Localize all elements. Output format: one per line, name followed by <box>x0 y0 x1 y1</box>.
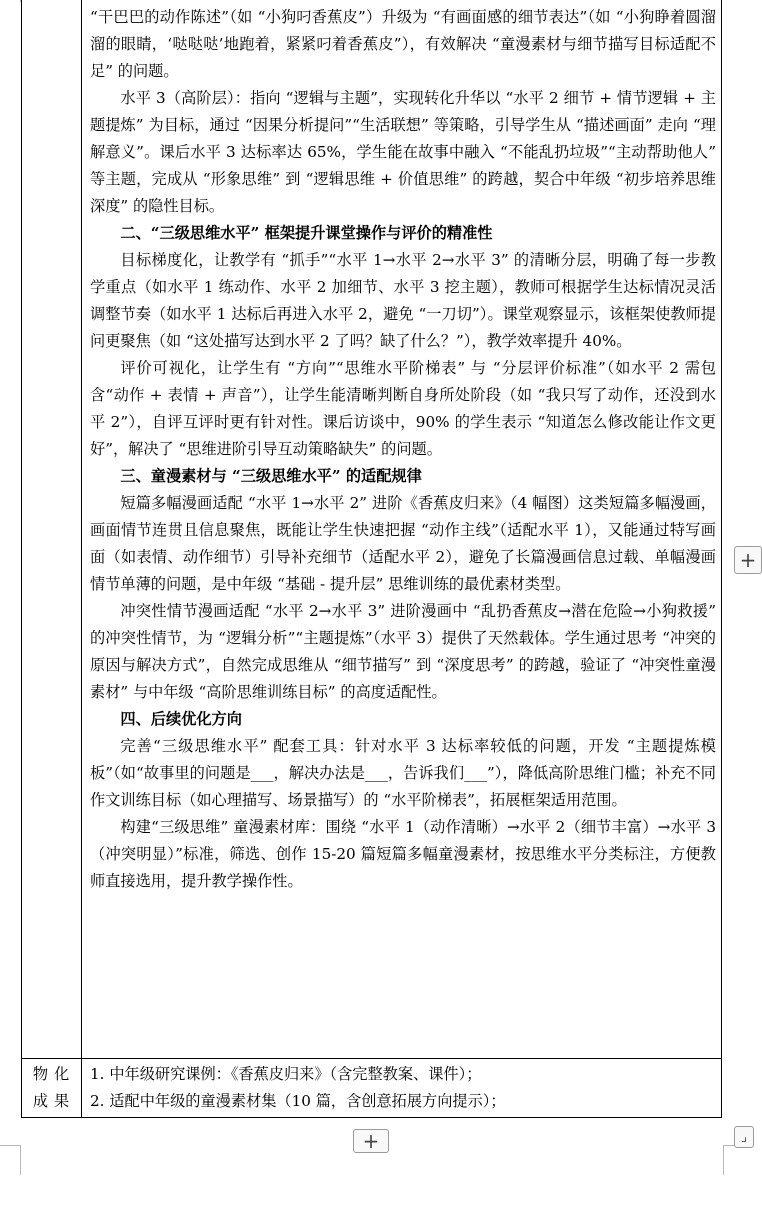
paragraph-goal-gradient: 目标梯度化，让教学有 “抓手”“水平 1→水平 2→水平 3” 的清晰分层，明确了每一步教学重点（如水平 1 练动作、水平 2 加细节、水平 3 挖主题），教师可根据学生达标情况灵活调整节奏（如水平 1 达标后再进入水平 2，避免 “一刀切”）。课堂观察显示，该框架使教师提问更聚焦（如 “这处描写达到水平 2 了吗？缺了什么？”），教学效率提升 40%。 <box>90 251 716 350</box>
paragraph-1: “干巴巴的动作陈述”（如 “小狗叼香蕉皮”）升级为 “有画面感的细节表达”（如 “小狗睁着圆溜溜的眼睛，‘哒哒哒’地跑着，紧紧叼着香蕉皮”），有效解决 “童漫素材与细节描写目标适配不足” 的问题。 <box>90 8 716 80</box>
paragraph-level3: 水平 3（高阶层）：指向 “逻辑与主题”，实现转化升华以 “水平 2 细节 + 情节逻辑 + 主题提炼” 为目标，通过 “因果分析提问”“生活联想” 等策略，引导学生从 “描述画面” 走向 “理解意义”。课后水平 3 达标率达 65%，学生能在故事中融入 “不能乱扔垃圾”“主动帮助他人” 等主题，完成从 “形象思维” 到 “逻辑思维 + 价值思维” 的跨越，契合中年级 “初步培养思维深度” 的隐性目标。 <box>90 89 716 215</box>
heading-section-2: 二、“三级思维水平” 框架提升课堂操作与评价的精准性 <box>120 224 493 242</box>
content-cell[interactable] <box>90 4 716 895</box>
heading-section-4: 四、后续优化方向 <box>120 710 242 728</box>
plus-icon: + <box>739 548 757 572</box>
results-label-line1: 物化 <box>32 1065 76 1083</box>
results-label-cell[interactable] <box>22 1061 80 1115</box>
add-column-button[interactable] <box>734 546 762 574</box>
paragraph-evaluation: 评价可视化，让学生有 “方向”“思维水平阶梯表” 与 “分层评价标准”（如水平 2 需包含“动作 + 表情 + 声音”），让学生能清晰判断自身所处阶段（如 “我只写了动作，还没到水平 2”），自评互评时更有针对性。课后访谈中，90% 的学生表示 “知道怎么修改能让作文更好”，解决了 “思维进阶引导互动策略缺失” 的问题。 <box>90 359 716 458</box>
crop-mark-bottom-left-v <box>20 1145 21 1175</box>
heading-section-3: 三、童漫素材与 “三级思维水平” 的适配规律 <box>120 467 422 485</box>
resize-icon: ⌟ <box>740 1129 748 1145</box>
crop-mark-bottom-right-v <box>723 1145 724 1175</box>
result-item-1: 1. 中年级研究课例：《香蕉皮归来》（含完整教案、课件）； <box>90 1065 482 1083</box>
paragraph-short-comics: 短篇多幅漫画适配 “水平 1→水平 2” 进阶《香蕉皮归来》（4 幅图）这类短篇多幅漫画，画面情节连贯且信息聚焦，既能让学生快速把握 “动作主线”（适配水平 1），又能通过特写画面（如表情、动作细节）引导补充细节（适配水平 2），避免了长篇漫画信息过载、单幅漫画情节单薄的问题，是中年级 “基础 - 提升层” 思维训练的最优素材类型。 <box>90 494 716 593</box>
plus-icon: + <box>362 1129 380 1153</box>
paragraph-conflict-comics: 冲突性情节漫画适配 “水平 2→水平 3” 进阶漫画中 “乱扔香蕉皮→潜在危险→小狗救援” 的冲突性情节，为 “逻辑分析”“主题提炼”（水平 3）提供了天然载体。学生通过思考 “冲突的原因与解决方式”，自然完成思维从 “细节描写” 到 “深度思考” 的跨越，验证了 “冲突性童漫素材” 与中年级 “高阶思维训练目标” 的高度适配性。 <box>90 602 716 701</box>
result-item-2: 2. 适配中年级的童漫素材集（10 篇，含创意拓展方向提示）； <box>90 1092 506 1110</box>
table-resize-handle[interactable] <box>734 1126 754 1148</box>
paragraph-library: 构建“三级思维” 童漫素材库：围绕 “水平 1（动作清晰）→水平 2（细节丰富）→水平 3（冲突明显）”标准，筛选、创作 15-20 篇短篇多幅童漫素材，按思维水平分类标注，方便教师直接选用，提升教学操作性。 <box>90 818 716 890</box>
add-row-button[interactable] <box>353 1129 389 1153</box>
results-label-line2: 成果 <box>32 1092 76 1110</box>
paragraph-tools: 完善“三级思维水平” 配套工具：针对水平 3 达标率较低的问题，开发 “主题提炼模板”（如“故事里的问题是___，解决办法是___，告诉我们___”），降低高阶思维门槛；补充不同作文训练目标（如心理描写、场景描写）的 “水平阶梯表”，拓展框架适用范围。 <box>90 737 716 809</box>
results-content-cell[interactable] <box>90 1061 716 1115</box>
table-column-divider <box>81 0 82 1118</box>
crop-mark-bottom-left-h <box>0 1145 20 1146</box>
table-row-divider <box>21 1058 722 1059</box>
